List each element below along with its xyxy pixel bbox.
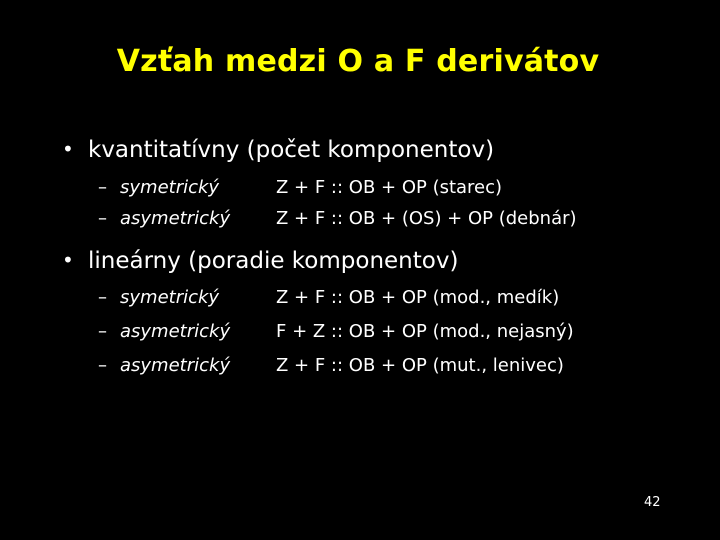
term-label: asymetrický <box>120 321 231 342</box>
formula-text: Z + F :: OB + (OS) + OP (debnár) <box>276 208 577 229</box>
bullet-text: kvantitatívny (počet komponentov) <box>88 137 495 163</box>
bullet-icon: • <box>62 248 74 272</box>
slide-title: Vzťah medzi O a F derivátov <box>116 44 600 79</box>
dash-icon: – <box>98 208 107 229</box>
dash-icon: – <box>98 177 107 198</box>
bullet-heading-quantitative <box>62 137 494 163</box>
bullet-icon: • <box>62 137 74 161</box>
formula-text: F + Z :: OB + OP (mod., nejasný) <box>276 321 574 342</box>
formula-text: Z + F :: OB + OP (starec) <box>276 177 503 198</box>
term-label: symetrický <box>120 287 220 308</box>
bullet-heading-linear <box>62 248 458 274</box>
term-label: asymetrický <box>120 208 231 229</box>
page-number: 42 <box>644 495 661 510</box>
term-label: symetrický <box>120 177 220 198</box>
formula-text: Z + F :: OB + OP (mod., medík) <box>276 287 560 308</box>
formula-text: Z + F :: OB + OP (mut., lenivec) <box>276 355 564 376</box>
bullet-text: lineárny (poradie komponentov) <box>88 248 459 274</box>
term-label: asymetrický <box>120 355 231 376</box>
dash-icon: – <box>98 321 107 342</box>
dash-icon: – <box>98 355 107 376</box>
dash-icon: – <box>98 287 107 308</box>
